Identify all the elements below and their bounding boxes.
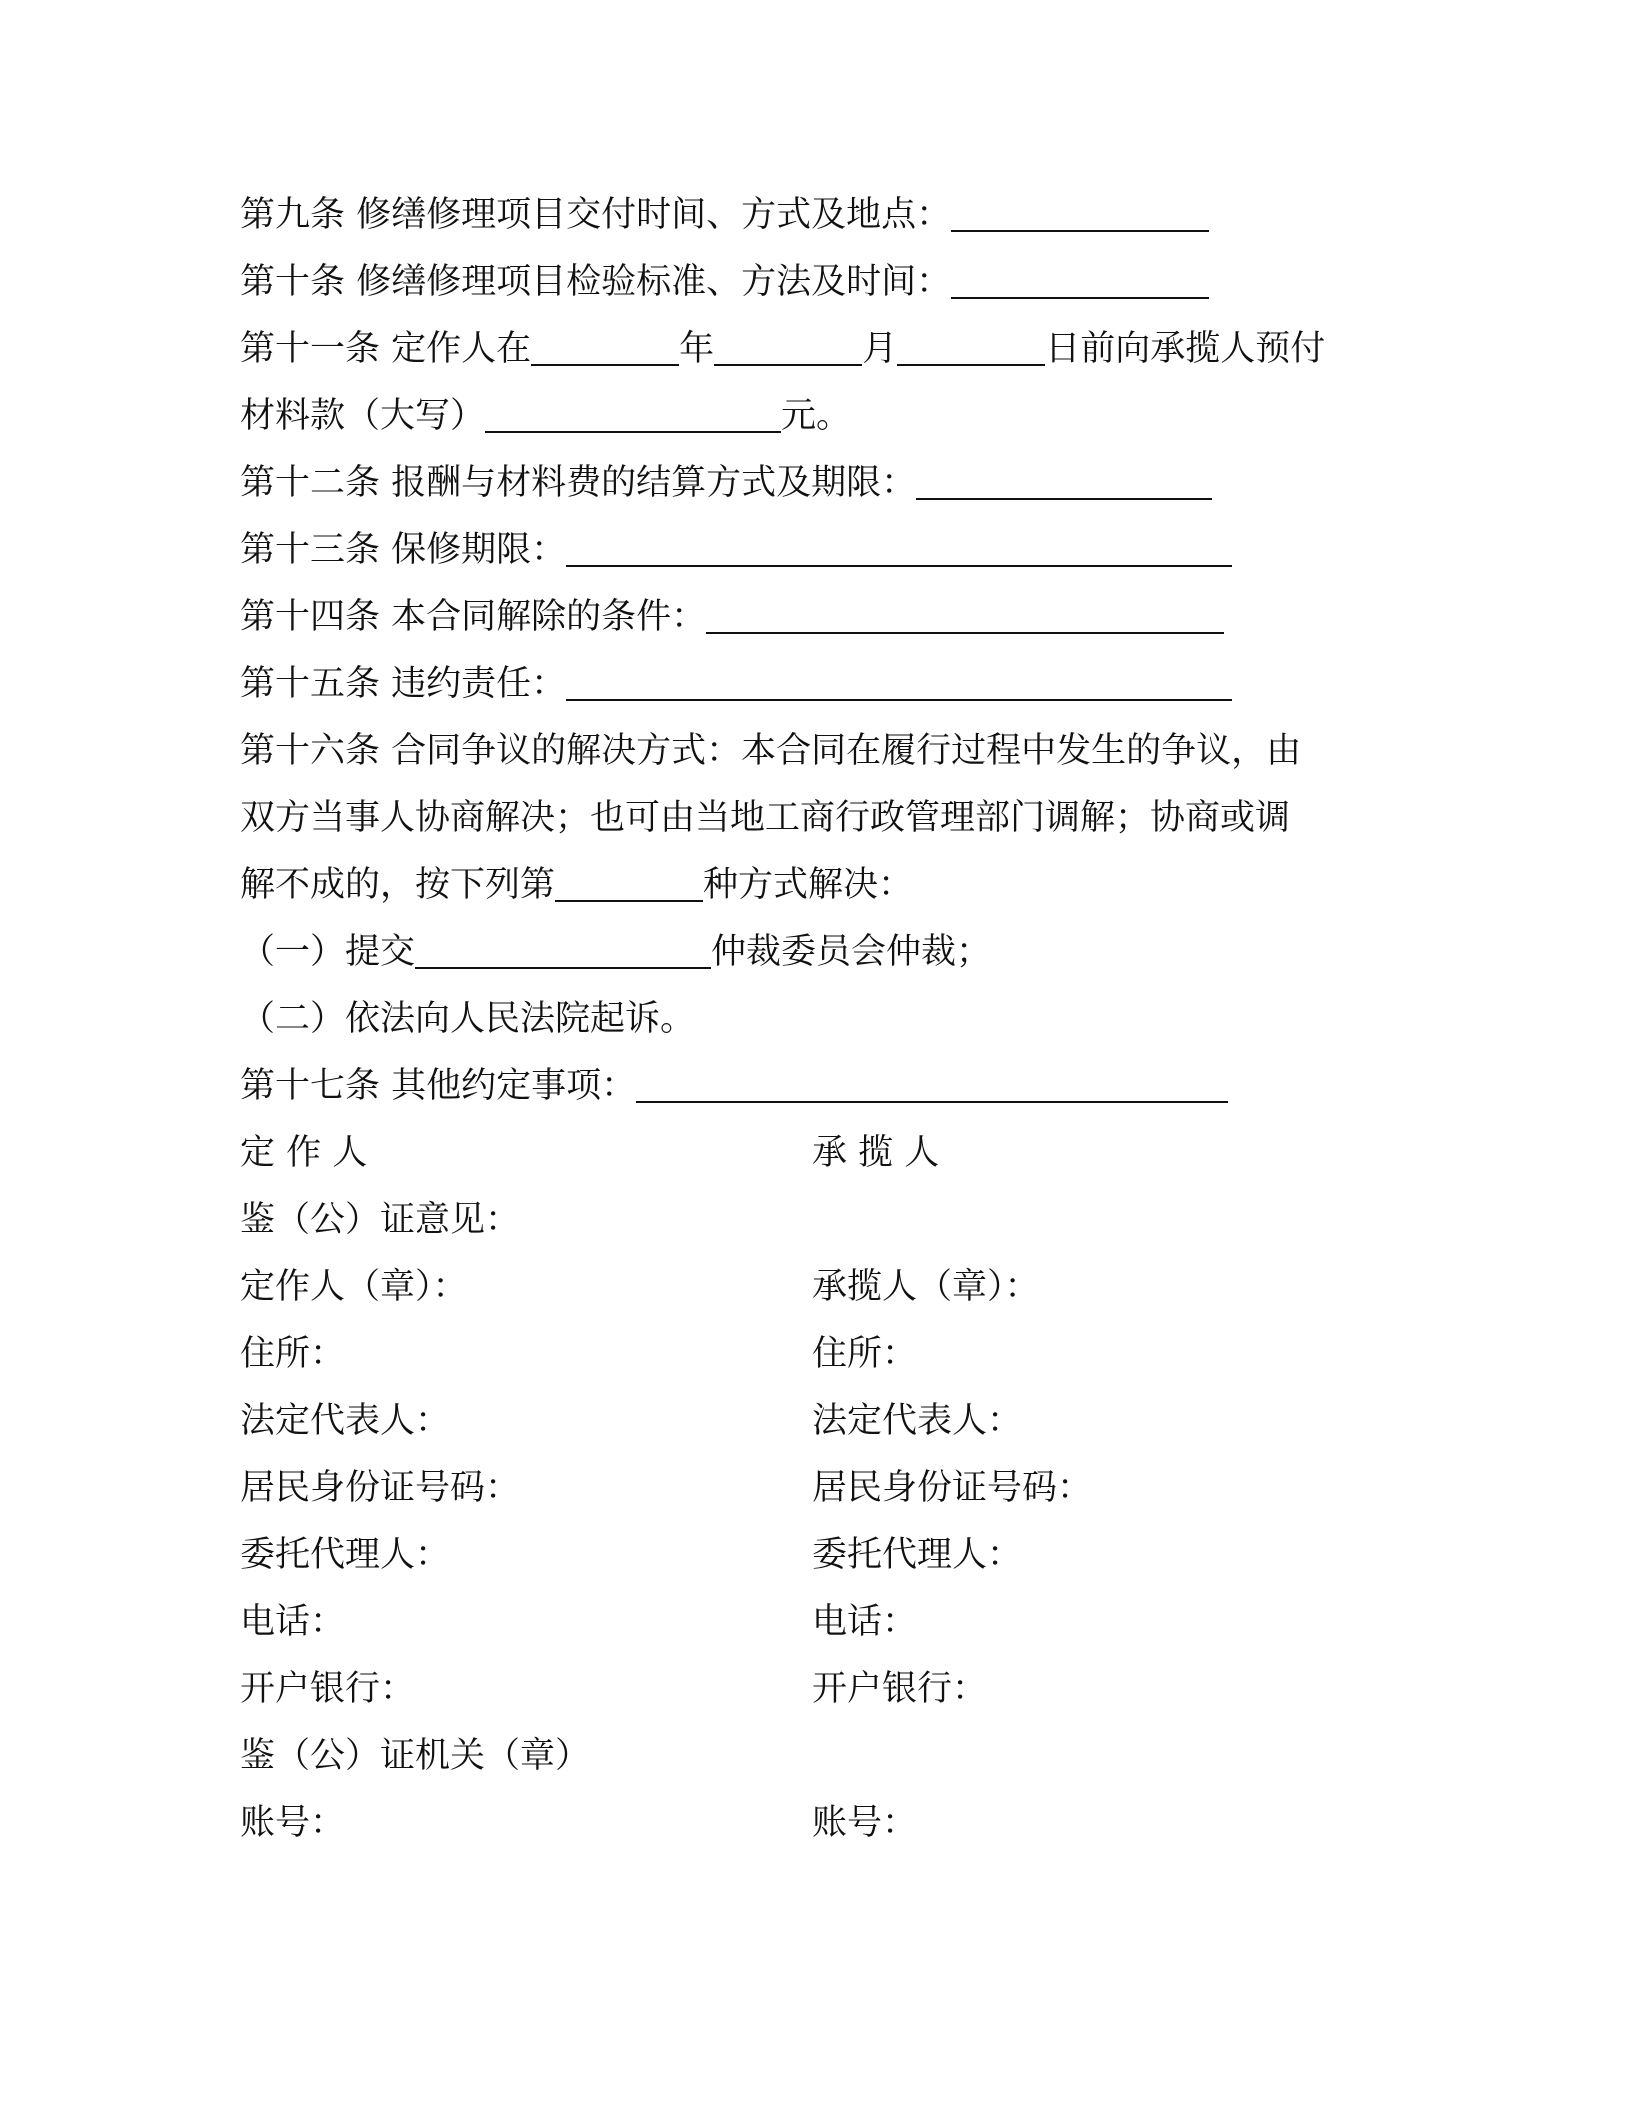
article-16-line3b: 种方式解决： [703,865,914,905]
article-11-text1: 定作人在 [391,329,532,369]
article-16-arbitration-blank[interactable] [415,927,711,969]
article-13-text: 保修期限： [391,530,567,570]
article-16-option-2 [240,986,695,1053]
article-16-option-blank[interactable] [555,860,703,902]
article-13-label: 第十三条 [240,530,381,570]
right-bank-label: 开户银行： [812,1669,988,1709]
article-16-opt1a: （一）提交 [240,932,416,972]
article-11-day-blank[interactable] [897,324,1045,366]
account-row [240,1790,1390,1857]
article-15-text: 违约责任： [391,664,567,704]
right-phone-label: 电话： [812,1602,918,1642]
article-11-label: 第十一条 [240,329,381,369]
left-seal-label: 定作人（章）： [240,1267,468,1307]
agent-row [240,1522,1390,1589]
article-15-label: 第十五条 [240,664,381,704]
article-16-line3 [240,852,913,919]
article-9-label: 第九条 [240,195,346,235]
left-id-number-label: 居民身份证号码： [240,1468,521,1508]
seal-row [240,1254,1390,1321]
right-account-label: 账号： [812,1803,918,1843]
party-heading-row [240,1120,1390,1187]
article-16-option-1 [240,919,991,986]
article-12 [240,450,1212,517]
article-11-month: 月 [862,329,898,369]
left-legal-rep-label: 法定代表人： [240,1401,451,1441]
article-10 [240,249,1209,316]
article-9-text: 修缮修理项目交付时间、方式及地点： [356,195,952,235]
article-16-opt2: （二）依法向人民法院起诉。 [240,999,696,1039]
article-11-text2: 日前向承揽人预付 [1045,329,1326,369]
article-15-blank[interactable] [566,659,1232,701]
article-14-text: 本合同解除的条件： [391,597,707,637]
right-agent-label: 委托代理人： [812,1535,1023,1575]
left-phone-label: 电话： [240,1602,346,1642]
notary-office-row [240,1723,590,1790]
notary-opinion-row [240,1187,520,1254]
article-15 [240,651,1232,718]
article-16-line2-text: 双方当事人协商解决；也可由当地工商行政管理部门调解；协商或调 [240,798,1291,838]
left-bank-label: 开户银行： [240,1669,416,1709]
article-11-year-blank[interactable] [531,324,679,366]
article-14-blank[interactable] [706,592,1224,634]
article-9-blank[interactable] [951,190,1209,232]
article-13-blank[interactable] [566,525,1232,567]
left-account-label: 账号： [240,1803,346,1843]
right-legal-rep-label: 法定代表人： [812,1401,1023,1441]
left-address-label: 住所： [240,1334,346,1374]
article-11-line2 [240,383,851,450]
article-11-year: 年 [679,329,715,369]
notary-office-label: 鉴（公）证机关（章） [240,1736,591,1776]
right-party-heading: 承 揽 人 [812,1133,940,1173]
article-17-label: 第十七条 [240,1066,381,1106]
article-16 [240,718,1301,785]
left-party-heading: 定 作 人 [240,1133,368,1173]
article-10-blank[interactable] [951,257,1209,299]
article-17 [240,1053,1228,1120]
id-number-row [240,1455,1390,1522]
article-16-opt1b: 仲裁委员会仲裁； [711,932,992,972]
article-16-line1: 合同争议的解决方式：本合同在履行过程中发生的争议，由 [391,731,1302,771]
article-13 [240,517,1232,584]
address-row [240,1321,1390,1388]
article-17-blank[interactable] [636,1061,1228,1103]
article-16-line2 [240,785,1290,852]
bank-row [240,1656,1390,1723]
article-11-amount-blank[interactable] [485,391,781,433]
article-10-text: 修缮修理项目检验标准、方法及时间： [356,262,952,302]
article-14 [240,584,1224,651]
article-14-label: 第十四条 [240,597,381,637]
article-9 [240,182,1209,249]
article-11-material: 材料款（大写） [240,396,486,436]
article-11-month-blank[interactable] [714,324,862,366]
article-12-text: 报酬与材料费的结算方式及期限： [391,463,917,503]
article-16-label: 第十六条 [240,731,381,771]
article-12-label: 第十二条 [240,463,381,503]
phone-row [240,1589,1390,1656]
notary-opinion-label: 鉴（公）证意见： [240,1200,521,1240]
article-16-line3a: 解不成的，按下列第 [240,865,556,905]
article-10-label: 第十条 [240,262,346,302]
article-11 [240,316,1325,383]
right-address-label: 住所： [812,1334,918,1374]
article-12-blank[interactable] [916,458,1212,500]
article-17-text: 其他约定事项： [391,1066,637,1106]
left-agent-label: 委托代理人： [240,1535,451,1575]
article-11-yuan: 元。 [781,396,852,436]
legal-rep-row [240,1388,1390,1455]
right-seal-label: 承揽人（章）： [812,1267,1040,1307]
right-id-number-label: 居民身份证号码： [812,1468,1093,1508]
